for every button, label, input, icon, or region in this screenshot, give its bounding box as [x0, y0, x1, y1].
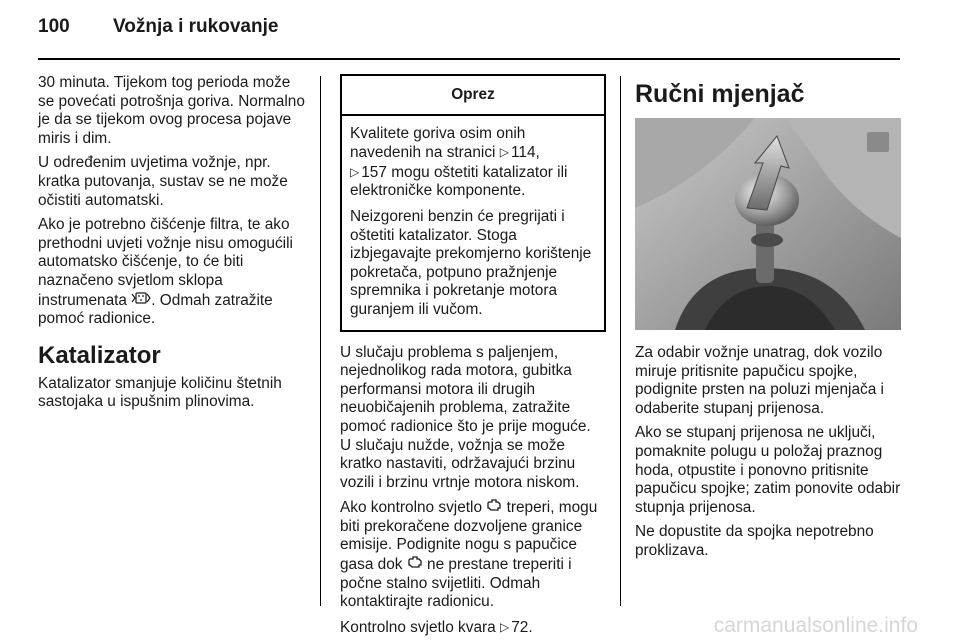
paragraph: U određenim uvjetima vožnje, npr. kratka putovanja, sustav se ne može očistiti automatski. — [38, 154, 288, 209]
paragraph: U slučaju problema s paljenjem, nejednolikog rada motora, gubitka performansi motora ili drugih neuobičajenih problema, zatražite pomoć radionice što je prije moguće. U slučaju nužde, vožnja se može kratko nastaviti, održavajući brzinu vozili i brzinu vrtnje motora niskom. — [340, 343, 591, 491]
paragraph — [340, 618, 606, 638]
text-run: Kontrolno svjetlo kvara — [340, 618, 500, 636]
caution-body — [342, 116, 604, 330]
text-run: mogu oštetiti katalizator ili elektroničke komponente. — [350, 163, 568, 200]
chapter-title: Vožnja i rukovanje — [113, 16, 279, 37]
column-divider-2 — [620, 76, 621, 606]
caution-paragraph: Neizgoreni benzin će pregrijati i oštetiti katalizator. Stoga izbjegavajte prekomjerno korištenje pokretača, potpuno pražnjenje spremnika i pokretanje motora guranjem ili vučom. — [350, 207, 592, 318]
caution-box — [340, 74, 606, 332]
page-ref-link[interactable]: 114 — [510, 144, 536, 162]
column-divider-1 — [320, 76, 321, 606]
engine-check-icon — [407, 555, 423, 574]
page-reference-arrow-icon: ▷ — [499, 619, 510, 634]
text-run: . Odmah zatražite pomoć radionice. — [38, 291, 273, 328]
text-run: Kvalitete goriva osim onih navedenih na stranici — [350, 124, 526, 162]
paragraph — [340, 498, 606, 612]
section-heading-manual-gearbox: Ručni mjenjač — [635, 80, 805, 108]
paragraph — [38, 216, 310, 329]
paragraph: Ako se stupanj prijenosa ne uključi, pomaknite polugu u položaj praznog hoda, otpustite i ponovno pritisnite papučicu spojke; zatim ponovite odabir stupnja prijenosa. — [635, 424, 901, 516]
caution-title: Oprez — [342, 76, 604, 116]
text-run: treperi, mogu biti prekoračene dozvoljene granice emisije. Podignite nogu s papučice gasa dok — [340, 499, 598, 574]
section-heading-catalyst: Katalizator — [38, 341, 161, 369]
text-run: Ako je potrebno čišćenje filtra, te ako prethodni uvjeti vožnje nisu omogućili automatsko čišćenje, to će biti naznačeno svjetlom sklopa instrumenata — [38, 216, 293, 309]
engine-check-icon — [486, 498, 502, 517]
text-run: ne prestane treperiti i počne stalno svijetliti. Odmah kontaktirajte radionicu. — [340, 556, 572, 611]
paragraph: Za odabir vožnje unatrag, dok vozilo miruje pritisnite papučicu spojke, podignite prsten na poluzi mjenjača i odaberite stupanj prijenosa. — [635, 344, 884, 417]
page-ref-link[interactable]: 72 — [511, 618, 529, 636]
paragraph: Katalizator smanjuje količinu štetnih sastojaka u ispušnim plinovima. — [38, 374, 282, 411]
caution-paragraph — [350, 125, 596, 201]
column-middle — [340, 74, 606, 643]
page-ref-link[interactable]: 157 — [361, 163, 387, 181]
page-reference-arrow-icon: ▷ — [350, 164, 360, 179]
page-number: 100 — [38, 16, 70, 37]
paragraph: Ne dopustite da spojka nepotrebno proklizava. — [635, 523, 874, 559]
text-run: Ako kontrolno svjetlo — [340, 499, 487, 517]
header-rule — [38, 58, 900, 60]
gear-lever-photo — [635, 118, 901, 330]
column-right — [635, 74, 905, 567]
watermark: carmanualsonline.info — [713, 614, 918, 637]
page-reference-arrow-icon: ▷ — [499, 145, 509, 160]
diesel-particulate-filter-icon — [131, 291, 151, 310]
column-left — [38, 74, 310, 418]
paragraph: 30 minuta. Tijekom tog perioda može se povećati potrošnja goriva. Normalno je da se tijekom ovog procesa pojave miris i dim. — [38, 74, 305, 147]
text-run: , — [535, 144, 540, 162]
text-run: . — [528, 618, 533, 636]
